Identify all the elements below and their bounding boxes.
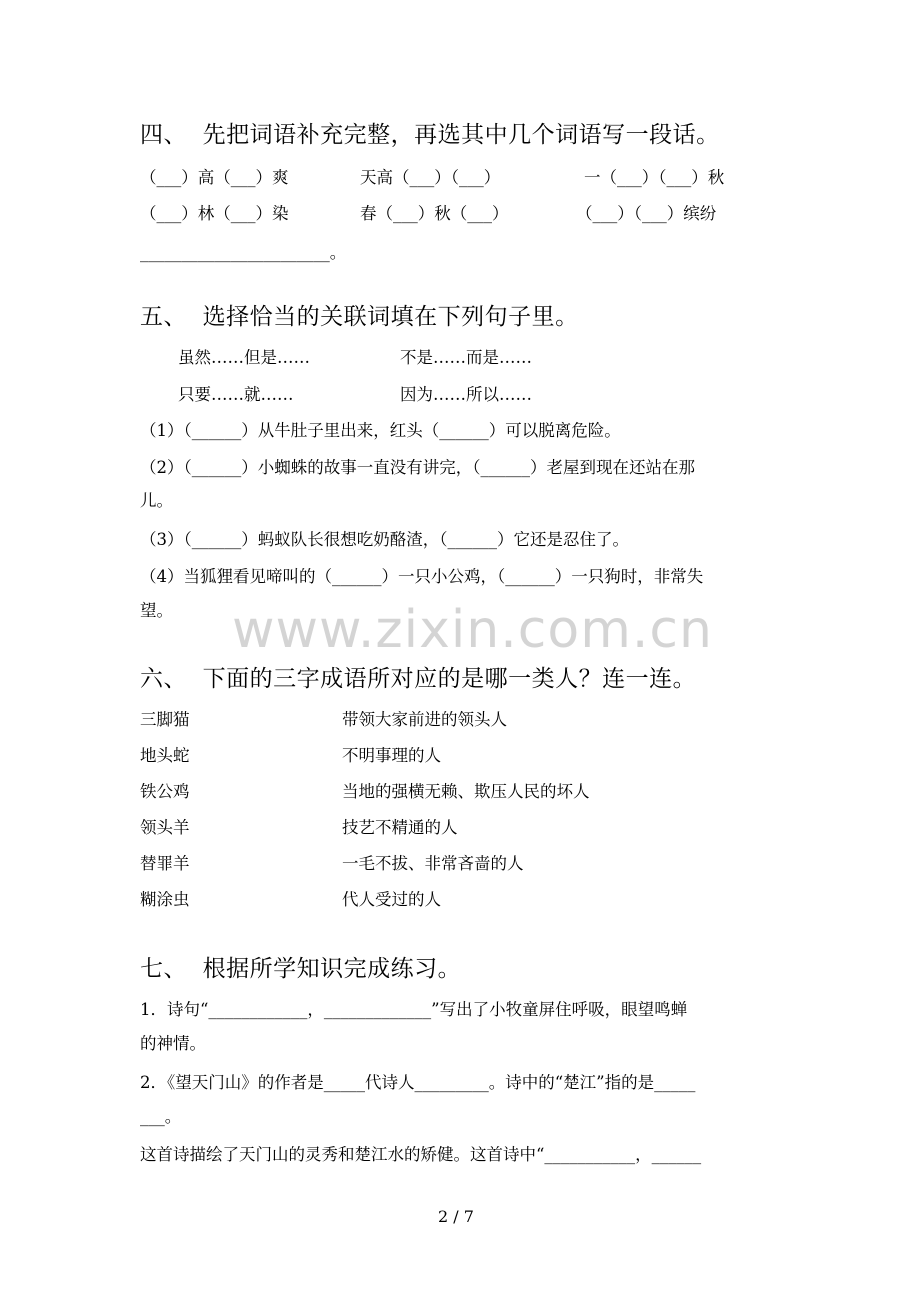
s7-line-2: 2．《望天门山》的作者是_____代诗人_________。诗中的“楚江”指的是_____ (140, 1073, 696, 1092)
s6-left-item: 领头羊 (140, 818, 190, 837)
s6-right-item: 当地的强横无赖、欺压人民的坏人 (342, 782, 590, 801)
s6-right-item: 不明事理的人 (342, 746, 441, 765)
s4-row1-item2: 天高（___）（___） (360, 168, 501, 187)
s7-line-1: 1．诗句“____________，_____________”写出了小牧童屏住呼吸，眼望鸣蝉 (140, 1000, 688, 1019)
s5-question-1: （1）（______）从牛肚子里出来，红头（______）可以脱离危险。 (140, 421, 621, 440)
s4-row1-item1: （___）高（___）爽 (140, 168, 289, 187)
s5-question-2: （2）（______）小蜘蛛的故事一直没有讲完，（______）老屋到现在还站在那 (140, 458, 695, 477)
section-7-title: 七、 根据所学知识完成练习。 (140, 956, 462, 982)
s6-left-item: 糊涂虫 (140, 890, 190, 909)
page-number: 2 / 7 (438, 1207, 474, 1226)
s5-option-1: 虽然……但是…… (178, 348, 310, 367)
s6-left-item: 三脚猫 (140, 710, 190, 729)
s5-question-3: （3）（______）蚂蚁队长很想吃奶酪渣，（______）它还是忍住了。 (140, 530, 629, 549)
s7-line-1-cont: 的神情。 (140, 1034, 206, 1053)
s6-left-item: 替罪羊 (140, 854, 190, 873)
section-5-title: 五、 选择恰当的关联词填在下列句子里。 (140, 304, 579, 330)
s5-option-3: 只要……就…… (178, 385, 294, 404)
s7-line-2-cont: ___。 (140, 1107, 182, 1126)
s6-left-item: 地头蛇 (140, 746, 190, 765)
s7-line-3: 这首诗描绘了天门山的灵秀和楚江水的矫健。这首诗中“___________，______ (140, 1145, 702, 1164)
s6-right-item: 一毛不拔、非常吝啬的人 (342, 854, 524, 873)
watermark: www.zixin.com.cn (232, 600, 713, 660)
s4-row2-item1: （___）林（___）染 (140, 204, 289, 223)
s6-right-item: 带领大家前进的领头人 (342, 710, 507, 729)
s5-question-2-cont: 儿。 (140, 491, 173, 510)
s5-option-2: 不是……而是…… (400, 348, 532, 367)
s6-left-item: 铁公鸡 (140, 782, 190, 801)
s5-question-4-cont: 望。 (140, 601, 173, 620)
s4-row1-item3: 一（___）（___）秋 (584, 168, 725, 187)
section-4-title: 四、 先把词语补充完整，再选其中几个词语写一段话。 (140, 122, 720, 148)
s6-right-item: 技艺不精通的人 (342, 818, 458, 837)
s5-question-4: （4）当狐狸看见啼叫的（______）一只小公鸡，（______）一只狗时，非常失 (140, 567, 704, 586)
s6-right-item: 代人受过的人 (342, 890, 441, 909)
s4-row2-item3: （___）（___）缤纷 (576, 204, 717, 223)
section-6-title: 六、 下面的三字成语所对应的是哪一类人？连一连。 (140, 666, 697, 692)
s4-row2-item2: 春（___）秋（___） (360, 204, 509, 223)
s5-option-4: 因为……所以…… (400, 385, 532, 404)
s4-writing-blank: _______________________。 (140, 243, 347, 262)
